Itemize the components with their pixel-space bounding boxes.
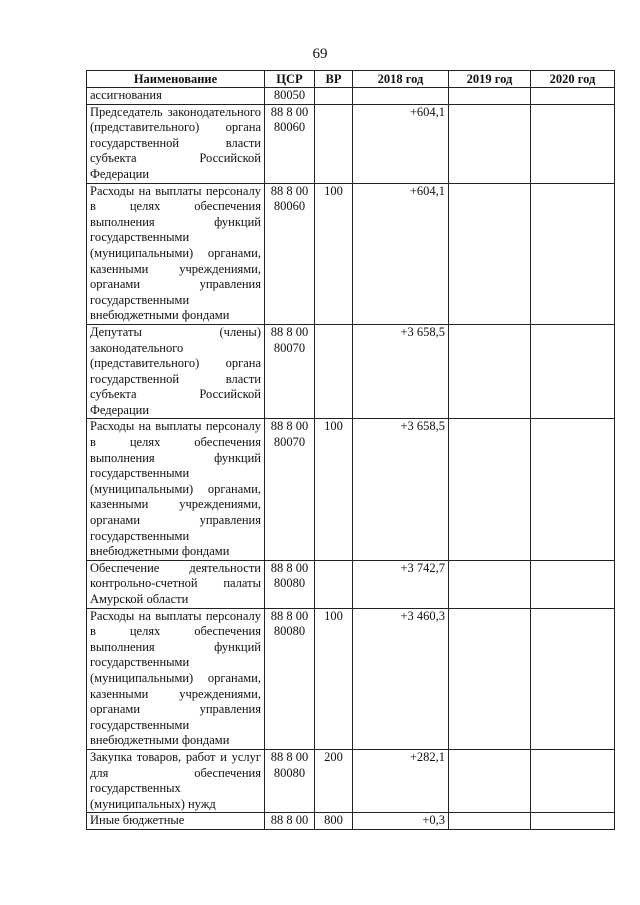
row-2018: +282,1 <box>353 749 449 812</box>
row-name: Расходы на выплаты персоналу в целях обеспечения выполнения функций государственными (муниципальными) органами, казенными учреждениями, органами управления государственными внебюджетными фондами <box>87 419 265 560</box>
row-csr: 88 8 00 80060 <box>265 183 315 324</box>
row-2020 <box>531 104 615 183</box>
row-vr: 100 <box>315 419 353 560</box>
row-2018: +3 742,7 <box>353 560 449 608</box>
row-csr: 88 8 00 80080 <box>265 608 315 749</box>
row-vr: 100 <box>315 183 353 324</box>
row-2020 <box>531 749 615 812</box>
row-name: ассигнования <box>87 88 265 105</box>
table-row <box>87 104 615 183</box>
row-vr <box>315 560 353 608</box>
row-name: Председатель законодательного (представительного) органа государственной власти субъекта Российской Федерации <box>87 104 265 183</box>
budget-table <box>86 70 615 830</box>
row-2019 <box>449 608 531 749</box>
row-2019 <box>449 324 531 419</box>
row-2019 <box>449 419 531 560</box>
row-csr: 88 8 00 80070 <box>265 324 315 419</box>
row-2019 <box>449 749 531 812</box>
row-csr: 88 8 00 80080 <box>265 749 315 812</box>
row-2018: +3 460,3 <box>353 608 449 749</box>
row-2020 <box>531 608 615 749</box>
row-2018: +604,1 <box>353 183 449 324</box>
table-header-row <box>87 71 615 88</box>
row-name: Обеспечение деятельности контрольно-счетной палаты Амурской области <box>87 560 265 608</box>
row-name: Расходы на выплаты персоналу в целях обеспечения выполнения функций государственными (муниципальными) органами, казенными учреждениями, органами управления государственными внебюджетными фондами <box>87 183 265 324</box>
row-2018: +604,1 <box>353 104 449 183</box>
row-csr: 88 8 00 80080 <box>265 560 315 608</box>
row-vr: 800 <box>315 813 353 830</box>
row-2020 <box>531 419 615 560</box>
page-number: 69 <box>312 46 328 62</box>
table-row <box>87 88 615 105</box>
table-row <box>87 608 615 749</box>
row-2020 <box>531 560 615 608</box>
header-name: Наименование <box>87 71 265 88</box>
row-name: Иные бюджетные <box>87 813 265 830</box>
row-2019 <box>449 560 531 608</box>
row-2020 <box>531 813 615 830</box>
row-2019 <box>449 88 531 105</box>
row-2018 <box>353 88 449 105</box>
row-vr <box>315 88 353 105</box>
row-name: Депутаты (члены) законодательного (представительного) органа государственной власти субъекта Российской Федерации <box>87 324 265 419</box>
row-name: Расходы на выплаты персоналу в целях обеспечения выполнения функций государственными (муниципальными) органами, казенными учреждениями, органами управления государственными внебюджетными фондами <box>87 608 265 749</box>
row-2020 <box>531 183 615 324</box>
row-2018: +0,3 <box>353 813 449 830</box>
header-csr: ЦСР <box>265 71 315 88</box>
row-csr: 88 8 00 80060 <box>265 104 315 183</box>
table-row <box>87 749 615 812</box>
row-csr: 88 8 00 <box>265 813 315 830</box>
table-row <box>87 183 615 324</box>
table-row <box>87 419 615 560</box>
row-2020 <box>531 88 615 105</box>
row-csr: 80050 <box>265 88 315 105</box>
row-2018: +3 658,5 <box>353 419 449 560</box>
header-vr: ВР <box>315 71 353 88</box>
row-vr <box>315 324 353 419</box>
table-row <box>87 560 615 608</box>
header-2020: 2020 год <box>531 71 615 88</box>
row-name: Закупка товаров, работ и услуг для обеспечения государственных (муниципальных) нужд <box>87 749 265 812</box>
row-csr: 88 8 00 80070 <box>265 419 315 560</box>
row-2019 <box>449 104 531 183</box>
header-2019: 2019 год <box>449 71 531 88</box>
header-2018: 2018 год <box>353 71 449 88</box>
row-vr: 100 <box>315 608 353 749</box>
row-2018: +3 658,5 <box>353 324 449 419</box>
row-2019 <box>449 183 531 324</box>
table-row <box>87 324 615 419</box>
row-2019 <box>449 813 531 830</box>
row-vr <box>315 104 353 183</box>
row-vr: 200 <box>315 749 353 812</box>
table-row <box>87 813 615 830</box>
row-2020 <box>531 324 615 419</box>
